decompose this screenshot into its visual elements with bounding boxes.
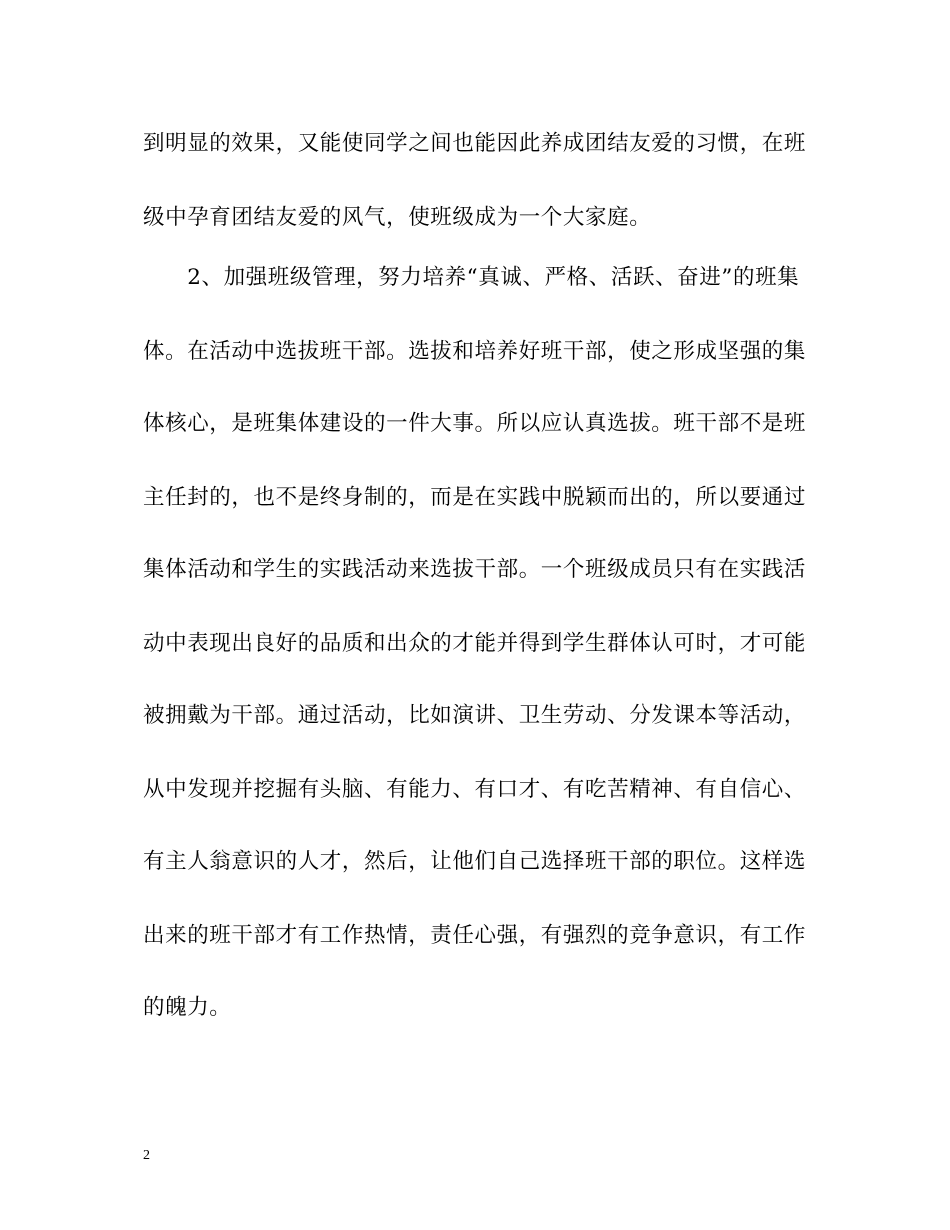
text-line: 被拥戴为干部。通过活动，比如演讲、卫生劳动、分发课本等活动，: [143, 703, 807, 728]
text-line: 体核心，是班集体建设的一件大事。所以应认真选拔。班干部不是班: [143, 411, 807, 436]
page-number: 2: [143, 1148, 150, 1163]
text-line: 体。在活动中选拔班干部。选拔和培养好班干部，使之形成坚强的集: [143, 339, 807, 364]
text-line: 有主人翁意识的人才，然后，让他们自己选择班干部的职位。这样选: [143, 849, 807, 874]
text-line: 到明显的效果，又能使同学之间也能因此养成团结友爱的习惯，在班: [143, 131, 807, 156]
text-line: 从中发现并挖掘有头脑、有能力、有口才、有吃苦精神、有自信心、: [143, 777, 807, 802]
text-line: 级中孕育团结友爱的风气，使班级成为一个大家庭。: [143, 205, 652, 230]
text-line: 出来的班干部才有工作热情，责任心强，有强烈的竞争意识，有工作: [143, 923, 807, 948]
text-line: 2、加强班级管理，努力培养“真诚、严格、活跃、奋进”的班集: [143, 265, 800, 290]
text-line: 动中表现出良好的品质和出众的才能并得到学生群体认可时，才可能: [143, 631, 807, 656]
text-line: 集体活动和学生的实践活动来选拔干部。一个班级成员只有在实践活: [143, 557, 807, 582]
text-line: 主任封的，也不是终身制的，而是在实践中脱颖而出的，所以要通过: [143, 485, 807, 510]
text-line: 的魄力。: [143, 995, 232, 1020]
